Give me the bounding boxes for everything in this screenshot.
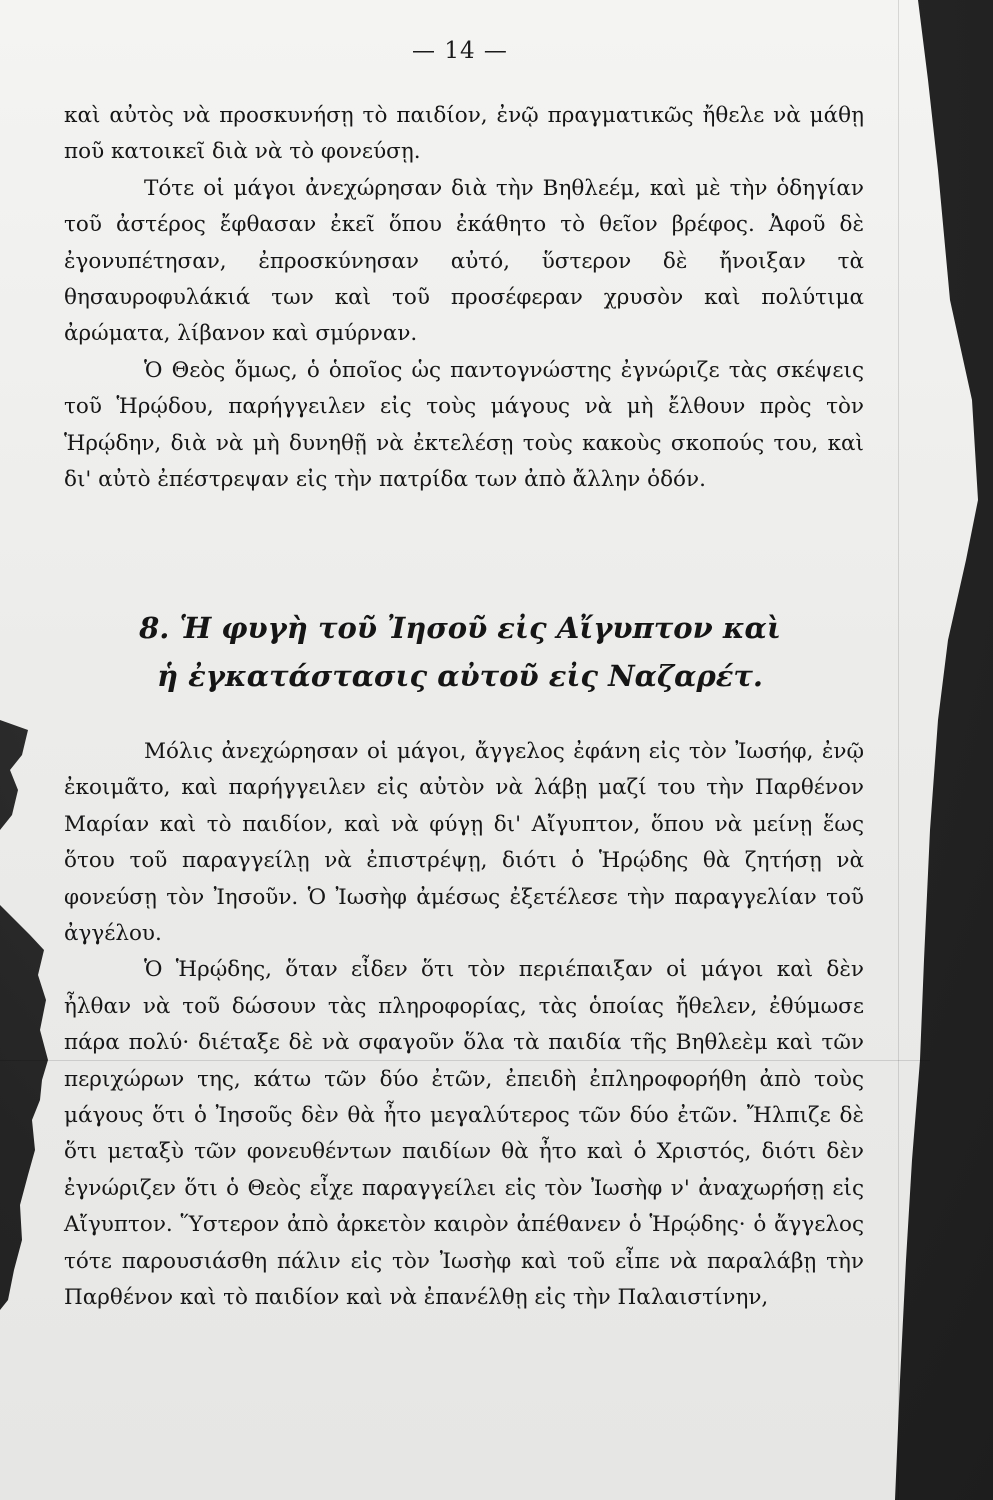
page-number xyxy=(380,38,540,64)
paragraph: Ὁ Ἡρῴδης, ὅταν εἶδεν ὅτι τὸν περιέπαιξαν οἱ μάγοι καὶ δὲν ἦλθαν νὰ τοῦ δώσουν τὰς πληροφορίας, τὰς ὁποίας ἤθελεν, ἐθύμωσε πάρα πολύ· διέταξε δὲ νὰ σφαγοῦν ὅλα τὰ παιδία τῆς Βηθλεὲμ καὶ τῶν περιχώρων της, κάτω τῶν δύο ἐτῶν, ἐπειδὴ ἐπληροφορήθη ἀπὸ τοὺς μάγους ὅτι ὁ Ἰησοῦς δὲν θὰ ἦτο μεγαλύτερος τῶν δύο ἐτῶν. Ἤλπιζε δὲ ὅτι μεταξὺ τῶν φονευθέντων παιδίων θὰ ἦτο καὶ ὁ Χριστός, διότι δὲν ἐγνώριζεν ὅτι ὁ Θεὸς εἶχε παραγγείλει εἰς τὸν Ἰωσὴφ ν' ἀναχωρήσῃ εἰς Αἴγυπτον. Ὕστερον ἀπὸ ἀρκετὸν καιρὸν ἀπέθανεν ὁ Ἡρῴδης· ὁ ἄγγελος τότε παρουσιάσθη πάλιν εἰς τὸν Ἰωσὴφ καὶ τοῦ εἶπε νὰ παραλάβῃ τὴν Παρθένον καὶ τὸ παιδίον καὶ νὰ ἐπανέλθῃ εἰς τὴν Παλαιστίνην, xyxy=(64,957,864,1311)
paragraph: Μόλις ἀνεχώρησαν οἱ μάγοι, ἄγγελος ἐφάνη εἰς τὸν Ἰωσήφ, ἐνῷ ἐκοιμᾶτο, καὶ παρήγγειλεν εἰς αὐτὸν νὰ λάβῃ μαζί του τὴν Παρθένον Μαρίαν καὶ τὸ παιδίον, καὶ νὰ φύγῃ δι' Αἴγυπτον, ὅπου νὰ μείνῃ ἕως ὅτου τοῦ παραγγείλῃ νὰ ἐπιστρέψῃ, διότι ὁ Ἡρῴδης θὰ ζητήσῃ νὰ φονεύσῃ τὸν Ἰησοῦν. Ὁ Ἰωσὴφ ἀμέσως ἐξετέλεσε τὴν παραγγελίαν τοῦ ἀγγέλου. xyxy=(64,739,864,947)
paragraph: Ὁ Θεὸς ὅμως, ὁ ὁποῖος ὡς παντογνώστης ἐγνώριζε τὰς σκέψεις τοῦ Ἡρῴδου, παρήγγειλεν εἰς τοὺς μάγους νὰ μὴ ἔλθουν πρὸς τὸν Ἡρῴδην, διὰ νὰ μὴ δυνηθῇ νὰ ἐκτελέσῃ τοὺς κακοὺς σκοπούς του, καὶ δι' αὐτὸ ἐπέστρεψαν εἰς τὴν πατρίδα των ἀπὸ ἄλλην ὁδόν. xyxy=(64,357,864,493)
text-block-bottom xyxy=(64,734,864,1317)
section-heading xyxy=(100,604,820,700)
page-number-text: — 14 — xyxy=(412,38,508,64)
section-heading-line: 8. Ἡ φυγὴ τοῦ Ἰησοῦ εἰς Αἴγυπτον καὶ xyxy=(139,611,781,645)
paragraph: Τότε οἱ μάγοι ἀνεχώρησαν διὰ τὴν Βηθλεέμ, καὶ μὲ τὴν ὁδηγίαν τοῦ ἀστέρος ἔφθασαν ἐκεῖ ὅπου ἐκάθητο τὸ θεῖον βρέφος. Ἀφοῦ δὲ ἐγονυπέτησαν, ἐπροσκύνησαν αὐτό, ὕστερον δὲ ἤνοιξαν τὰ θησαυροφυλάκιά των καὶ τοῦ προσέφεραν χρυσὸν καὶ πολύτιμα ἀρώματα, λίβανον καὶ σμύρναν. xyxy=(64,175,864,347)
section-heading-line: ἡ ἐγκατάστασις αὐτοῦ εἰς Ναζαρέτ. xyxy=(157,659,763,693)
fold-crease-vertical xyxy=(898,0,899,1500)
text-block-top xyxy=(64,98,864,498)
paragraph: καὶ αὐτὸς νὰ προσκυνήσῃ τὸ παιδίον, ἐνῷ πραγματικῶς ἤθελε νὰ μάθῃ ποῦ κατοικεῖ διὰ νὰ τὸ φονεύσῃ. xyxy=(64,103,864,165)
